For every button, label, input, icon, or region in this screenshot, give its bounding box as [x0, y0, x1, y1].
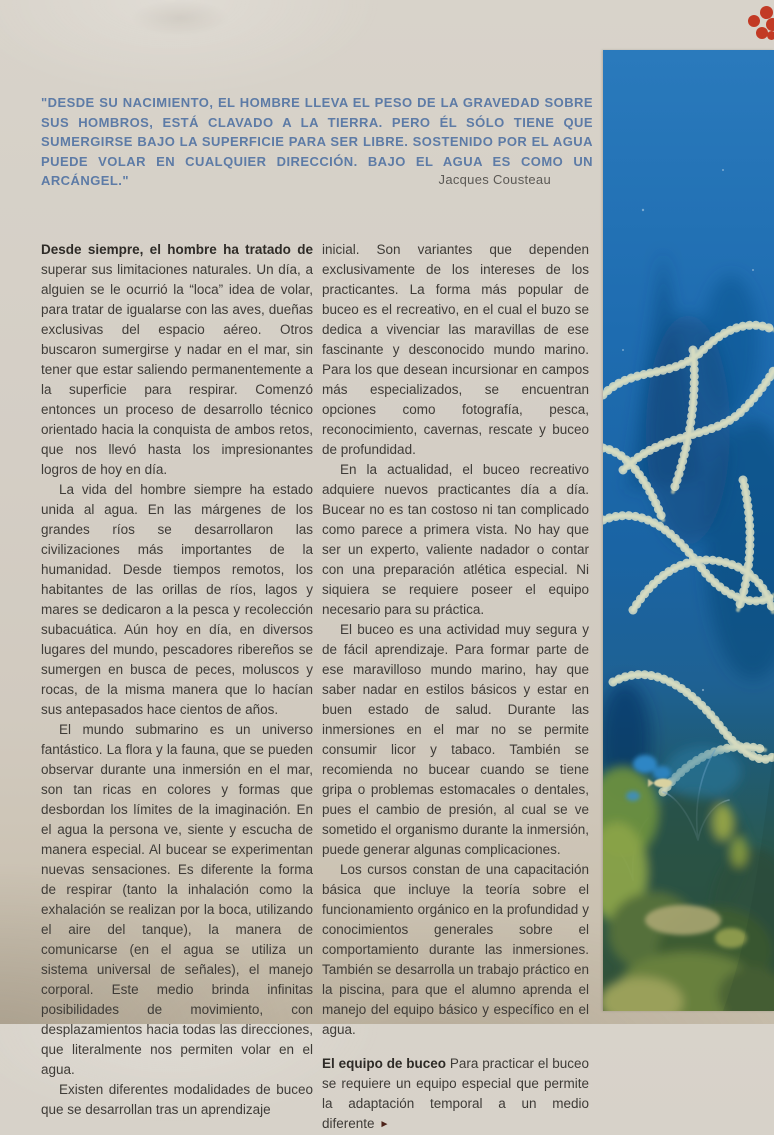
reef-photo	[603, 50, 774, 1011]
paragraph: El buceo es una actividad muy segura y de fácil aprendizaje. Para formar parte de ese maravilloso mundo marino, hay que saber nadar en estilos básicos y estar en buen estado de salud. Durante las inmersiones en el mar no se permite consumir licor y tabaco. También se recomienda no bucear cuando se tiene gripa o problemas estomacales o dentales, pues el cambio de presión, al cual se ve sometido el organismo durante la inmersión, puede generar algunas complicaciones.	[322, 622, 589, 857]
article-column-right	[322, 240, 589, 1135]
paper-crease	[120, 0, 240, 60]
paragraph-lead-in: Desde siempre, el hombre ha tratado de	[41, 242, 313, 257]
paragraph: La vida del hombre siempre ha estado unida al agua. En las márgenes de los grandes ríos se desarrollaron las civilizaciones más importantes de la humanidad. Desde tiempos remotos, los habitantes de las orillas de ríos, lagos y mares se dedicaron a la pesca y recolección subacuática. Aún hoy en día, en diversos lugares del mundo, pescadores ribereños se sumergen en busca de peces, moluscos y rocas, de la misma manera que lo hacían sus antepasados hace cientos de años.	[41, 482, 313, 717]
continuation-arrow-icon: ►	[379, 1119, 390, 1130]
paragraph: Los cursos constan de una capacitación básica que incluye la teoría sobre el funcionamiento orgánico en la profundidad y conocimientos generales sobre el comportamiento durante las inmersiones. También se desarrolla un trabajo práctico en la piscina, para que el alumno aprenda el manejo del equipo básico y específico en el agua.	[322, 862, 589, 1037]
paragraph: Desde siempre, el hombre ha tratado de superar sus limitaciones naturales. Un día, a alguien se le ocurrió la “loca” idea de volar, para tratar de igualarse con las aves, dueñas exclusivas del espacio aéreo. Otros buscaron sumergirse y nadar en el mar, sin tener que estar saliendo permanentemente a la superficie para respirar. Comenzó entonces un proceso de desarrollo técnico orientado hacia la conquista de ambos retos, que nos llevó hasta los impresionantes logros de hoy en día.	[41, 242, 313, 477]
article-column-left	[41, 240, 313, 1120]
paragraph: En la actualidad, el buceo recreativo adquiere nuevos practicantes día a día. Bucear no es tan costoso ni tan complicado como parece a primera vista. No hay que ser un experto, valiente nadador o contar con una preparación atlética especial. Ni siquiera se requiere poseer el equipo necesario para su práctica.	[322, 462, 589, 617]
reef-photo-art	[603, 50, 774, 1011]
paragraph: El mundo submarino es un universo fantástico. La flora y la fauna, que se pueden observar durante una inmersión en el mar, son tan ricas en colores y formas que desbordan los límites de la imaginación. En el agua la persona ve, siente y escucha de manera especial. Al bucear se experimentan nuevas sensaciones. Es diferente la forma de respirar (tanto la inhalación como la exhalación se realizan por la boca, utilizando el aire del tanque), la manera de comunicarse (en el agua se utiliza un sistema universal de señales), el manejo corporal. Este medio brinda infinitas posibilidades de movimiento, con desplazamientos hacia todas las direcciones, que literalmente nos permiten volar en el agua.	[41, 722, 313, 1077]
paragraph: inicial. Son variantes que dependen exclusivamente de los intereses de los practicantes. La forma más popular de buceo es el recreativo, en el cual el buzo se dedica a vivenciar las maravillas de ese fascinante y desconocido mundo marino. Para los que desean incursionar en campos más especializados, se encuentran opciones como fotografía, pesca, reconocimiento, cavernas, rescate y buceo de profundidad.	[322, 242, 589, 457]
quote-attribution: Jacques Cousteau	[438, 172, 551, 187]
red-flower-icon	[740, 4, 774, 48]
pull-quote: "DESDE SU NACIMIENTO, EL HOMBRE LLEVA EL PESO DE LA GRAVEDAD SOBRE SUS HOMBROS, ESTÁ CLAVADO A LA TIERRA. PERO ÉL SÓLO TIENE QUE SUMERGIRSE BAJO LA SUPERFICIE PARA SER LIBRE. SOSTENIDO POR EL AGUA PUEDE VOLAR EN CUALQUIER DIRECCIÓN. BAJO EL AGUA ES COMO UN ARCÁNGEL."	[41, 95, 593, 188]
paragraph: Existen diferentes modalidades de buceo que se desarrollan tras un aprendizaje	[41, 1082, 313, 1117]
paragraph: El equipo de buceo Para practicar el buceo se requiere un equipo especial que permite la adaptación temporal a un medio diferente ►	[322, 1056, 589, 1131]
section-lead-in: El equipo de buceo	[322, 1056, 447, 1071]
